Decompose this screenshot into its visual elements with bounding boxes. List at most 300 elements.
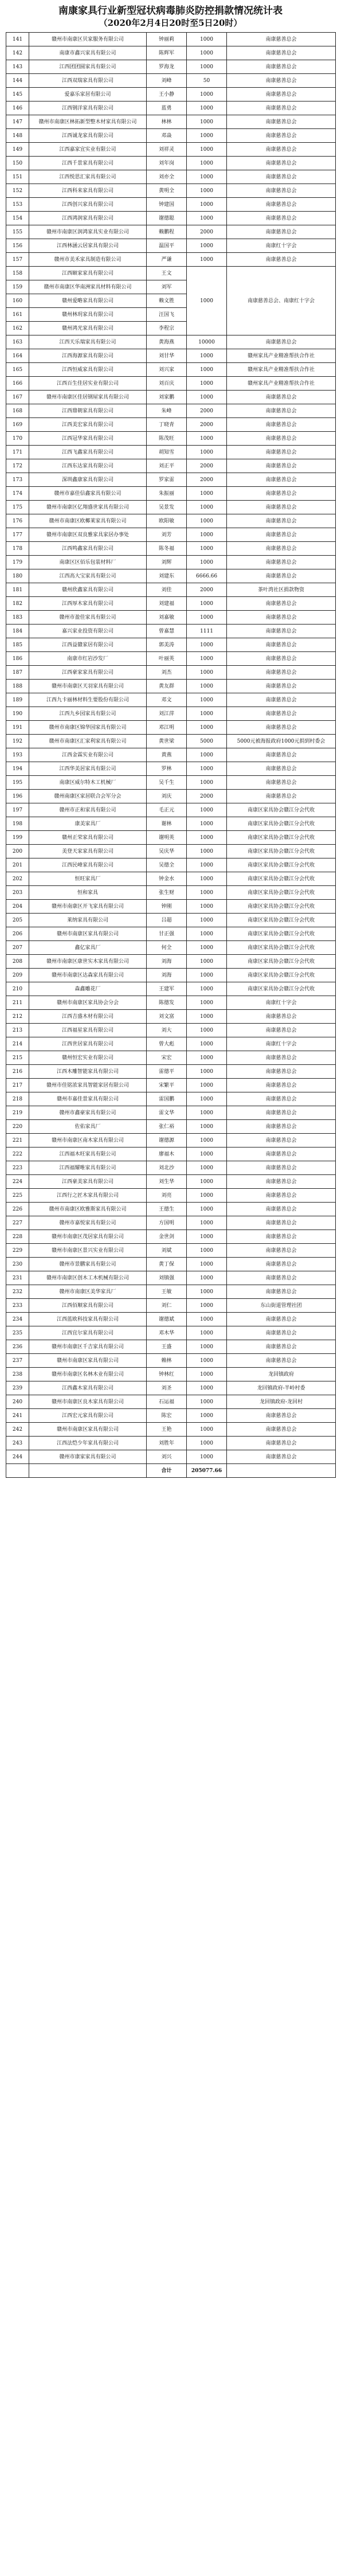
table-row bbox=[6, 1409, 336, 1423]
contact-person: 郭美涛 bbox=[147, 638, 187, 652]
table-row bbox=[6, 914, 336, 927]
donation-amount: 1000 bbox=[187, 693, 227, 707]
company-name: 恒旺家具厂 bbox=[29, 872, 147, 886]
company-name: 江西行之匠木家具有限公司 bbox=[29, 1189, 147, 1203]
row-number: 242 bbox=[6, 1423, 29, 1437]
donation-amount: 1000 bbox=[187, 1175, 227, 1189]
recipient-org: 南康区家具协会赣江分会代收 bbox=[227, 872, 336, 886]
donation-amount: 1000 bbox=[187, 1423, 227, 1437]
company-name: 江西鸿润家具有限公司 bbox=[29, 212, 147, 225]
table-row bbox=[6, 184, 336, 198]
donation-amount: 1000 bbox=[187, 1134, 227, 1148]
company-name: 江西木雕智能家具有限公司 bbox=[29, 1065, 147, 1079]
recipient-org: 南康慈善总会 bbox=[227, 487, 336, 501]
row-number: 234 bbox=[6, 1313, 29, 1326]
contact-person: 雷文华 bbox=[147, 1106, 187, 1120]
company-name: 江西团团圆家具有限公司 bbox=[29, 60, 147, 74]
recipient-org: 南康区家具协会赣江分会代收 bbox=[227, 845, 336, 858]
contact-person: 刘祥灵 bbox=[147, 143, 187, 157]
donation-amount: 1000 bbox=[187, 88, 227, 102]
recipient-org: 南康慈善总会 bbox=[227, 638, 336, 652]
row-number: 184 bbox=[6, 625, 29, 638]
row-number: 209 bbox=[6, 969, 29, 982]
contact-person: 曾嘉慧 bbox=[147, 625, 187, 638]
donation-amount: 1000 bbox=[187, 212, 227, 225]
company-name: 恒和家具 bbox=[29, 886, 147, 900]
contact-person: 刘胜年 bbox=[147, 1437, 187, 1450]
company-name: 江西鼎朝家具有限公司 bbox=[29, 404, 147, 418]
donation-amount: 1000 bbox=[187, 914, 227, 927]
donation-amount: 1000 bbox=[187, 446, 227, 459]
table-row bbox=[6, 1037, 336, 1051]
contact-person: 朱峰 bbox=[147, 404, 187, 418]
recipient-org: 南康慈善总会 bbox=[227, 762, 336, 776]
row-number: 204 bbox=[6, 900, 29, 914]
table-row bbox=[6, 611, 336, 625]
company-name: 赣州市南康区贝家服务有限公司 bbox=[29, 33, 147, 46]
donation-amount: 1000 bbox=[187, 666, 227, 680]
table-row bbox=[6, 996, 336, 1010]
contact-person: 吴德全 bbox=[147, 858, 187, 872]
company-name: 赣州市嘉佳景家具有限公司 bbox=[29, 1092, 147, 1106]
contact-person: 刘建东 bbox=[147, 569, 187, 583]
recipient-org: 南康慈善总会 bbox=[227, 1258, 336, 1271]
total-spacer bbox=[29, 1464, 147, 1478]
table-row bbox=[6, 817, 336, 831]
row-number: 229 bbox=[6, 1244, 29, 1258]
contact-person: 罗家雷 bbox=[147, 473, 187, 487]
table-row bbox=[6, 1216, 336, 1230]
row-number: 211 bbox=[6, 996, 29, 1010]
table-row bbox=[6, 1368, 336, 1381]
company-name: 江西福星家具有限公司 bbox=[29, 1024, 147, 1037]
row-number: 221 bbox=[6, 1134, 29, 1148]
row-number: 195 bbox=[6, 776, 29, 790]
row-number: 183 bbox=[6, 611, 29, 625]
contact-person: 吕超 bbox=[147, 914, 187, 927]
row-number: 151 bbox=[6, 170, 29, 184]
recipient-org: 南康慈善总会 bbox=[227, 680, 336, 693]
contact-person: 石运福 bbox=[147, 1395, 187, 1409]
recipient-org: 南康慈善总会 bbox=[227, 432, 336, 446]
contact-person: 刘海 bbox=[147, 955, 187, 969]
company-name: 南康市红岩沙发厂 bbox=[29, 652, 147, 666]
donation-amount: 1000 bbox=[187, 1010, 227, 1024]
row-number: 174 bbox=[6, 487, 29, 501]
company-name: 江西天乐瑞家具有限公司 bbox=[29, 335, 147, 349]
table-row bbox=[6, 680, 336, 693]
row-number: 217 bbox=[6, 1079, 29, 1092]
contact-person: 方国明 bbox=[147, 1216, 187, 1230]
company-name: 江西九卡丽林材料生要股份有限公司 bbox=[29, 693, 147, 707]
contact-person: 刘镇强 bbox=[147, 1271, 187, 1285]
donation-amount: 1000 bbox=[187, 1216, 227, 1230]
recipient-org: 南康慈善总会 bbox=[227, 542, 336, 556]
row-number: 164 bbox=[6, 349, 29, 363]
donation-amount: 1000 bbox=[187, 60, 227, 74]
recipient-org: 南康慈善总会 bbox=[227, 776, 336, 790]
donation-amount: 2000 bbox=[187, 583, 227, 597]
recipient-org: 南康区家具协会赣江分会代收 bbox=[227, 886, 336, 900]
table-row bbox=[6, 1051, 336, 1065]
company-name: 江西佰顺家具有限公司 bbox=[29, 1299, 147, 1313]
company-name: 赣州市南康区良木家具有限公司 bbox=[29, 1395, 147, 1409]
recipient-org: 南康慈善总会 bbox=[227, 33, 336, 46]
company-name: 赣州市康家家具有限公司 bbox=[29, 1450, 147, 1464]
contact-person: 王建军 bbox=[147, 982, 187, 996]
row-number: 218 bbox=[6, 1092, 29, 1106]
row-number: 143 bbox=[6, 60, 29, 74]
table-row bbox=[6, 776, 336, 790]
contact-person: 刘大 bbox=[147, 1024, 187, 1037]
contact-person: 刘建福 bbox=[147, 597, 187, 611]
contact-person: 刘圣 bbox=[147, 1381, 187, 1395]
table-row bbox=[6, 1395, 336, 1409]
company-name: 赣州市南康区景兴实业有限公司 bbox=[29, 1244, 147, 1258]
row-number: 159 bbox=[6, 280, 29, 294]
recipient-org: 南康区家具协会赣江分会代收 bbox=[227, 831, 336, 845]
contact-person: 刘北沙 bbox=[147, 1161, 187, 1175]
company-name: 江西恒威家具有限公司 bbox=[29, 363, 147, 377]
recipient-org: 南康区家具协会赣江分会代收 bbox=[227, 982, 336, 996]
recipient-org: 南康慈善总会 bbox=[227, 721, 336, 735]
donation-amount: 1000 bbox=[187, 982, 227, 996]
row-number: 141 bbox=[6, 33, 29, 46]
row-number: 187 bbox=[6, 666, 29, 680]
recipient-org: 南康慈善总会 bbox=[227, 514, 336, 528]
table-row bbox=[6, 501, 336, 514]
company-name: 赣州市南康区汇家利家具有限公司 bbox=[29, 735, 147, 748]
row-number: 176 bbox=[6, 514, 29, 528]
recipient-org: 南康慈善总会 bbox=[227, 102, 336, 115]
table-row bbox=[6, 225, 336, 239]
donation-amount: 1000 bbox=[187, 253, 227, 267]
donation-amount: 1000 bbox=[187, 1092, 227, 1106]
row-number: 167 bbox=[6, 391, 29, 404]
row-number: 177 bbox=[6, 528, 29, 542]
company-name: 南康区威尔特木工机械厂 bbox=[29, 776, 147, 790]
company-name: 赣州市嘉悦家具有限公司 bbox=[29, 1216, 147, 1230]
company-name: 江西美宏家具有限公司 bbox=[29, 418, 147, 432]
row-number: 228 bbox=[6, 1230, 29, 1244]
donation-amount: 5000 bbox=[187, 735, 227, 748]
donation-amount: 6666.66 bbox=[187, 569, 227, 583]
donation-amount: 1000 bbox=[187, 1120, 227, 1134]
recipient-org: 龙回镇政府-半岭村委 bbox=[227, 1381, 336, 1395]
donation-amount: 1000 bbox=[187, 349, 227, 363]
table-row bbox=[6, 721, 336, 735]
company-name: 江西华美居家具有限公司 bbox=[29, 762, 147, 776]
donation-amount: 1000 bbox=[187, 1106, 227, 1120]
company-name: 江西百生佳居实业有限公司 bbox=[29, 377, 147, 391]
table-row bbox=[6, 790, 336, 803]
row-number: 190 bbox=[6, 707, 29, 721]
table-row bbox=[6, 253, 336, 267]
contact-person: 金世剑 bbox=[147, 1230, 187, 1244]
company-name: 赣州林玥家具有限公司 bbox=[29, 308, 147, 322]
table-row bbox=[6, 170, 336, 184]
donation-amount: 1000 bbox=[187, 33, 227, 46]
table-row bbox=[6, 1120, 336, 1134]
table-row bbox=[6, 267, 336, 280]
contact-person: 刘辉 bbox=[147, 556, 187, 569]
table-row bbox=[6, 625, 336, 638]
table-row bbox=[6, 60, 336, 74]
contact-person: 陈茂旺 bbox=[147, 432, 187, 446]
contact-person: 张仁裕 bbox=[147, 1120, 187, 1134]
total-row bbox=[6, 1464, 336, 1478]
table-row bbox=[6, 748, 336, 762]
donation-amount: 1000 bbox=[187, 941, 227, 955]
recipient-org: 南康慈善总会 bbox=[227, 501, 336, 514]
recipient-org: 南康慈善总会 bbox=[227, 1065, 336, 1079]
company-name: 赣州市佳铭浓家具智能家居有限公司 bbox=[29, 1079, 147, 1092]
contact-person: 林林 bbox=[147, 115, 187, 129]
recipient-org: 南康慈善总会 bbox=[227, 335, 336, 349]
table-row bbox=[6, 363, 336, 377]
row-number: 165 bbox=[6, 363, 29, 377]
recipient-org: 南康慈善总会 bbox=[227, 1326, 336, 1340]
company-name: 江西吉盛木材有限公司 bbox=[29, 1010, 147, 1024]
row-number: 181 bbox=[6, 583, 29, 597]
table-row bbox=[6, 432, 336, 446]
total-amount: 205077.66 bbox=[187, 1464, 227, 1478]
table-row bbox=[6, 1010, 336, 1024]
company-name: 赣州欣鑫家具有限公司 bbox=[29, 583, 147, 597]
contact-person: 何全 bbox=[147, 941, 187, 955]
recipient-org: 东山街道管理社团 bbox=[227, 1299, 336, 1313]
recipient-org: 南康慈善总会 bbox=[227, 143, 336, 157]
recipient-org: 南康慈善总会 bbox=[227, 170, 336, 184]
contact-person: 叶丽英 bbox=[147, 652, 187, 666]
row-number: 175 bbox=[6, 501, 29, 514]
table-row bbox=[6, 446, 336, 459]
donation-amount: 1000 bbox=[187, 1409, 227, 1423]
recipient-org: 南康慈善总会 bbox=[227, 446, 336, 459]
recipient-org: 南康慈善总会 bbox=[227, 611, 336, 625]
table-row bbox=[6, 845, 336, 858]
table-row bbox=[6, 335, 336, 349]
row-number: 178 bbox=[6, 542, 29, 556]
recipient-org: 南康慈善总会 bbox=[227, 1354, 336, 1368]
table-row bbox=[6, 955, 336, 969]
donation-amount: 1000 bbox=[187, 1368, 227, 1381]
recipient-org: 南康慈善总会 bbox=[227, 1092, 336, 1106]
recipient-org: 南康区家具协会赣江分会代收 bbox=[227, 927, 336, 941]
donation-table bbox=[6, 32, 336, 1478]
table-row bbox=[6, 831, 336, 845]
recipient-org: 南康慈善总会 bbox=[227, 528, 336, 542]
row-number: 222 bbox=[6, 1148, 29, 1161]
row-number: 172 bbox=[6, 459, 29, 473]
donation-amount: 1000 bbox=[187, 1051, 227, 1065]
donation-amount: 1000 bbox=[187, 501, 227, 514]
company-name: 江西豪美家具有限公司 bbox=[29, 1175, 147, 1189]
contact-person: 雷国鹏 bbox=[147, 1092, 187, 1106]
contact-person: 刘年岗 bbox=[147, 157, 187, 170]
row-number: 230 bbox=[6, 1258, 29, 1271]
recipient-org: 赣州家具产业精准帮扶合作社 bbox=[227, 349, 336, 363]
company-name: 赣州市南康区华南洲家具材料有限公司 bbox=[29, 280, 147, 294]
donation-amount: 1000 bbox=[187, 1203, 227, 1216]
recipient-org: 南康慈善总会 bbox=[227, 693, 336, 707]
company-name: 南康市鑫兴家具有限公司 bbox=[29, 46, 147, 60]
row-number: 182 bbox=[6, 597, 29, 611]
contact-person: 甘正强 bbox=[147, 927, 187, 941]
contact-person: 王艳 bbox=[147, 1423, 187, 1437]
company-name: 赣州市正和家具有限公司 bbox=[29, 803, 147, 817]
company-name: 江西高大宝家具有限公司 bbox=[29, 569, 147, 583]
company-name: 森鑫雕花厂 bbox=[29, 982, 147, 996]
company-name: 赣州恒宏实业有限公司 bbox=[29, 1051, 147, 1065]
contact-person: 刘峰 bbox=[147, 74, 187, 88]
recipient-org: 南康慈善总会 bbox=[227, 1271, 336, 1285]
table-row bbox=[6, 528, 336, 542]
recipient-org: 南康慈善总会 bbox=[227, 129, 336, 143]
row-number: 223 bbox=[6, 1161, 29, 1175]
donation-amount: 1000 bbox=[187, 46, 227, 60]
company-name: 江西厚木家具有限公司 bbox=[29, 597, 147, 611]
contact-person: 谢明英 bbox=[147, 831, 187, 845]
contact-person: 汪国飞 bbox=[147, 308, 187, 322]
company-name: 赣州鸿光家具有限公司 bbox=[29, 322, 147, 335]
company-name: 深圳鑫康家具有限公司 bbox=[29, 473, 147, 487]
contact-person: 刘佳 bbox=[147, 583, 187, 597]
recipient-org: 南康慈善总会 bbox=[227, 418, 336, 432]
row-number: 227 bbox=[6, 1216, 29, 1230]
contact-person: 吴千生 bbox=[147, 776, 187, 790]
recipient-org: 南康慈善总会 bbox=[227, 556, 336, 569]
total-label: 合计 bbox=[147, 1464, 187, 1478]
row-number: 180 bbox=[6, 569, 29, 583]
company-name: 赣州市南康区创木工木机械有限公司 bbox=[29, 1271, 147, 1285]
contact-person: 钟建国 bbox=[147, 198, 187, 212]
table-row bbox=[6, 941, 336, 955]
recipient-org: 南康慈善总会 bbox=[227, 1244, 336, 1258]
page-subtitle: （2020年2月4日20时至5日20时） bbox=[99, 18, 242, 28]
donation-amount: 1000 bbox=[187, 845, 227, 858]
table-row bbox=[6, 886, 336, 900]
contact-person: 罗海龙 bbox=[147, 60, 187, 74]
table-row bbox=[6, 102, 336, 115]
contact-person: 邓木华 bbox=[147, 1326, 187, 1340]
donation-amount: 1000 bbox=[187, 157, 227, 170]
table-row bbox=[6, 1244, 336, 1258]
row-number: 225 bbox=[6, 1189, 29, 1203]
recipient-org: 南康慈善总会 bbox=[227, 1230, 336, 1244]
contact-person: 赖林 bbox=[147, 1354, 187, 1368]
company-name: 赣州正荣家具有限公司 bbox=[29, 831, 147, 845]
row-number: 236 bbox=[6, 1340, 29, 1354]
row-number: 212 bbox=[6, 1010, 29, 1024]
company-name: 赣州市南康区佳居钢屋家具有限公司 bbox=[29, 391, 147, 404]
row-number: 213 bbox=[6, 1024, 29, 1037]
table-row bbox=[6, 143, 336, 157]
contact-person: 邓焱 bbox=[147, 129, 187, 143]
company-name: 康美家具厂 bbox=[29, 817, 147, 831]
contact-person: 黄燕 bbox=[147, 748, 187, 762]
contact-person: 黄海燕 bbox=[147, 335, 187, 349]
company-name: 鑫亿家具厂 bbox=[29, 941, 147, 955]
table-row bbox=[6, 1381, 336, 1395]
donation-amount: 1000 bbox=[187, 762, 227, 776]
table-row bbox=[6, 157, 336, 170]
contact-person: 吴庆华 bbox=[147, 845, 187, 858]
table-row bbox=[6, 872, 336, 886]
donation-amount: 1000 bbox=[187, 1161, 227, 1175]
table-row bbox=[6, 1450, 336, 1464]
recipient-org: 南康慈善总会 bbox=[227, 1079, 336, 1092]
donation-amount: 1000 bbox=[187, 1381, 227, 1395]
row-number: 224 bbox=[6, 1175, 29, 1189]
recipient-org: 南康慈善总会 bbox=[227, 60, 336, 74]
recipient-org: 南康区家具协会赣江分会代收 bbox=[227, 803, 336, 817]
company-name: 佐佑家具厂 bbox=[29, 1120, 147, 1134]
contact-person: 黄丁保 bbox=[147, 1258, 187, 1271]
contact-person: 谢德源 bbox=[147, 1134, 187, 1148]
donation-amount: 1000 bbox=[187, 597, 227, 611]
row-number: 201 bbox=[6, 858, 29, 872]
donation-amount: 1000 bbox=[187, 872, 227, 886]
row-number: 226 bbox=[6, 1203, 29, 1216]
contact-person: 王盛 bbox=[147, 1340, 187, 1354]
contact-person: 赖文胜 bbox=[147, 294, 187, 308]
contact-person: 刘百庆 bbox=[147, 377, 187, 391]
company-name: 江西科来家具有限公司 bbox=[29, 184, 147, 198]
table-row bbox=[6, 349, 336, 363]
table-row bbox=[6, 1285, 336, 1299]
company-name: 赣州市南康区亿翔盛世家具有限公司 bbox=[29, 501, 147, 514]
donation-amount: 1000 bbox=[187, 267, 227, 335]
table-row bbox=[6, 377, 336, 391]
donation-amount: 2000 bbox=[187, 404, 227, 418]
recipient-org: 南康慈善总会 bbox=[227, 198, 336, 212]
donation-amount: 1000 bbox=[187, 239, 227, 253]
table-row bbox=[6, 597, 336, 611]
table-row bbox=[6, 1326, 336, 1340]
row-number: 193 bbox=[6, 748, 29, 762]
company-name: 赣州市盈佳家具有限公司 bbox=[29, 611, 147, 625]
recipient-org: 南康慈善总会 bbox=[227, 1313, 336, 1326]
table-row bbox=[6, 1175, 336, 1189]
recipient-org: 南康慈善总会 bbox=[227, 1423, 336, 1437]
donation-amount: 1000 bbox=[187, 377, 227, 391]
row-number: 192 bbox=[6, 735, 29, 748]
company-name: 赣州市南康区欧椰莱家具有限公司 bbox=[29, 514, 147, 528]
recipient-org: 南康慈善总会 bbox=[227, 74, 336, 88]
contact-person: 谢德斌 bbox=[147, 1313, 187, 1326]
recipient-org: 龙回镇政府 bbox=[227, 1368, 336, 1381]
company-name: 赣州市鑫豪家具有限公司 bbox=[29, 1106, 147, 1120]
contact-person: 廖福木 bbox=[147, 1148, 187, 1161]
recipient-org: 南康区家具协会赣江分会代收 bbox=[227, 969, 336, 982]
recipient-org: 南康慈善总会 bbox=[227, 473, 336, 487]
recipient-org: 南康慈善总会 bbox=[227, 707, 336, 721]
donation-table-body bbox=[6, 33, 336, 1478]
row-number: 152 bbox=[6, 184, 29, 198]
donation-amount: 1000 bbox=[187, 198, 227, 212]
company-name: 赣州市嘉佳信鑫家具有限公司 bbox=[29, 487, 147, 501]
company-name: 赣州市南康区家具有限公司 bbox=[29, 1354, 147, 1368]
row-number: 189 bbox=[6, 693, 29, 707]
donation-amount: 1000 bbox=[187, 1148, 227, 1161]
company-name: 江西益赣家居有限公司 bbox=[29, 638, 147, 652]
donation-amount: 1000 bbox=[187, 776, 227, 790]
row-number: 208 bbox=[6, 955, 29, 969]
donation-amount: 1000 bbox=[187, 1189, 227, 1203]
table-row bbox=[6, 569, 336, 583]
table-row bbox=[6, 1079, 336, 1092]
